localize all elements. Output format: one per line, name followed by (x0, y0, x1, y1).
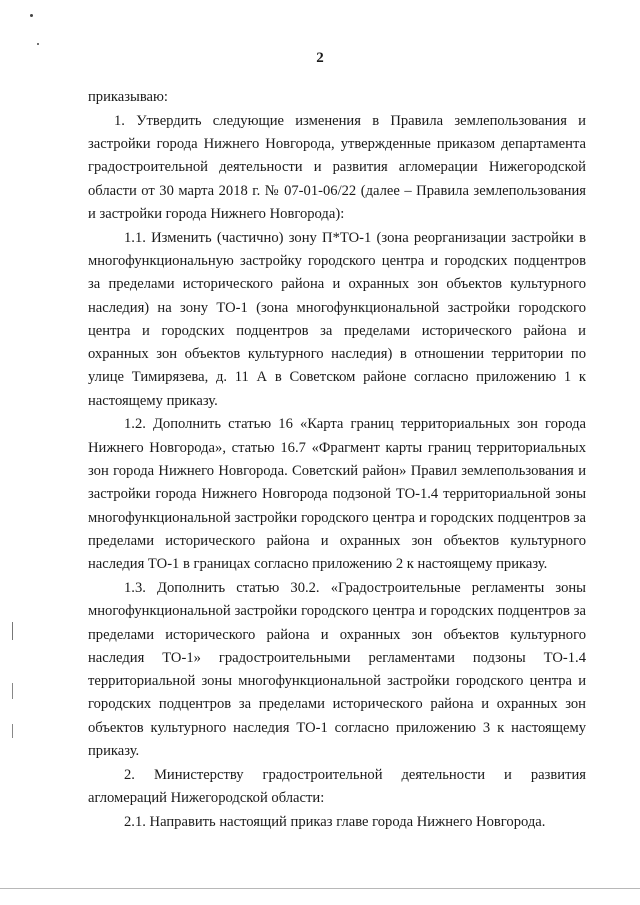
scan-edge-line (0, 888, 640, 889)
paragraph-item-1-3: 1.3. Дополнить статью 30.2. «Градостроительные регламенты зоны многофункциональной застройки городского центра и городских подцентров за пределами исторического района и охранных зон объектов культурного наследия ТО-1» градостроительными регламентами подзоны ТО-1.4 территориальной зоны многофункциональной застройки городского центра и городских подцентров за пределами исторического района и охранных зон объектов культурного наследия ТО-1 согласно приложению 3 к настоящему приказу. (88, 579, 586, 760)
paragraph-item-2-1: 2.1. Направить настоящий приказ главе города Нижнего Новгорода. (124, 813, 546, 830)
paragraph-order-intro: приказываю: (88, 89, 168, 105)
scan-speck (12, 724, 13, 738)
paragraph-item-2: 2. Министерству градостроительной деятельности и развития агломераций Нижегородской области: (88, 766, 586, 807)
scan-speck (30, 14, 33, 17)
document-body (88, 86, 586, 835)
scan-speck (12, 683, 13, 699)
page-number: 2 (316, 50, 324, 66)
scan-speck (12, 622, 13, 640)
paragraph-item-1: 1. Утвердить следующие изменения в Правила землепользования и застройки города Нижнего Новгорода, утвержденные приказом департамента градостроительной деятельности и развития агломерации Нижегородской области от 30 марта 2018 г. № 07-01-06/22 (далее – Правила землепользования и застройки города Нижнего Новгорода): (88, 112, 586, 222)
paragraph-item-1-1: 1.1. Изменить (частично) зону П*ТО-1 (зона реорганизации застройки в многофункциональную застройку городского центра и городских подцентров за пределами исторического района и охранных зон объектов культурного наследия) на зону ТО-1 (зона многофункциональной застройки городского центра и городских подцентров за пределами исторического района и охранных зон объектов культурного наследия) в отношении территории по улице Тимирязева, д. 11 А в Советском районе согласно приложению 1 к настоящему приказу. (88, 229, 586, 409)
scan-speck (37, 43, 39, 45)
paragraph-item-1-2: 1.2. Дополнить статью 16 «Карта границ территориальных зон города Нижнего Новгорода», статью 16.7 «Фрагмент карты границ территориальных зон города Нижнего Новгорода. Советский район» Правил землепользования и застройки города Нижнего Новгорода подзоной ТО-1.4 территориальной зоны многофункциональной застройки городского центра и городских подцентров за пределами исторического района и охранных зон объектов культурного наследия ТО-1 в границах согласно приложению 2 к настоящему приказу. (88, 416, 586, 573)
